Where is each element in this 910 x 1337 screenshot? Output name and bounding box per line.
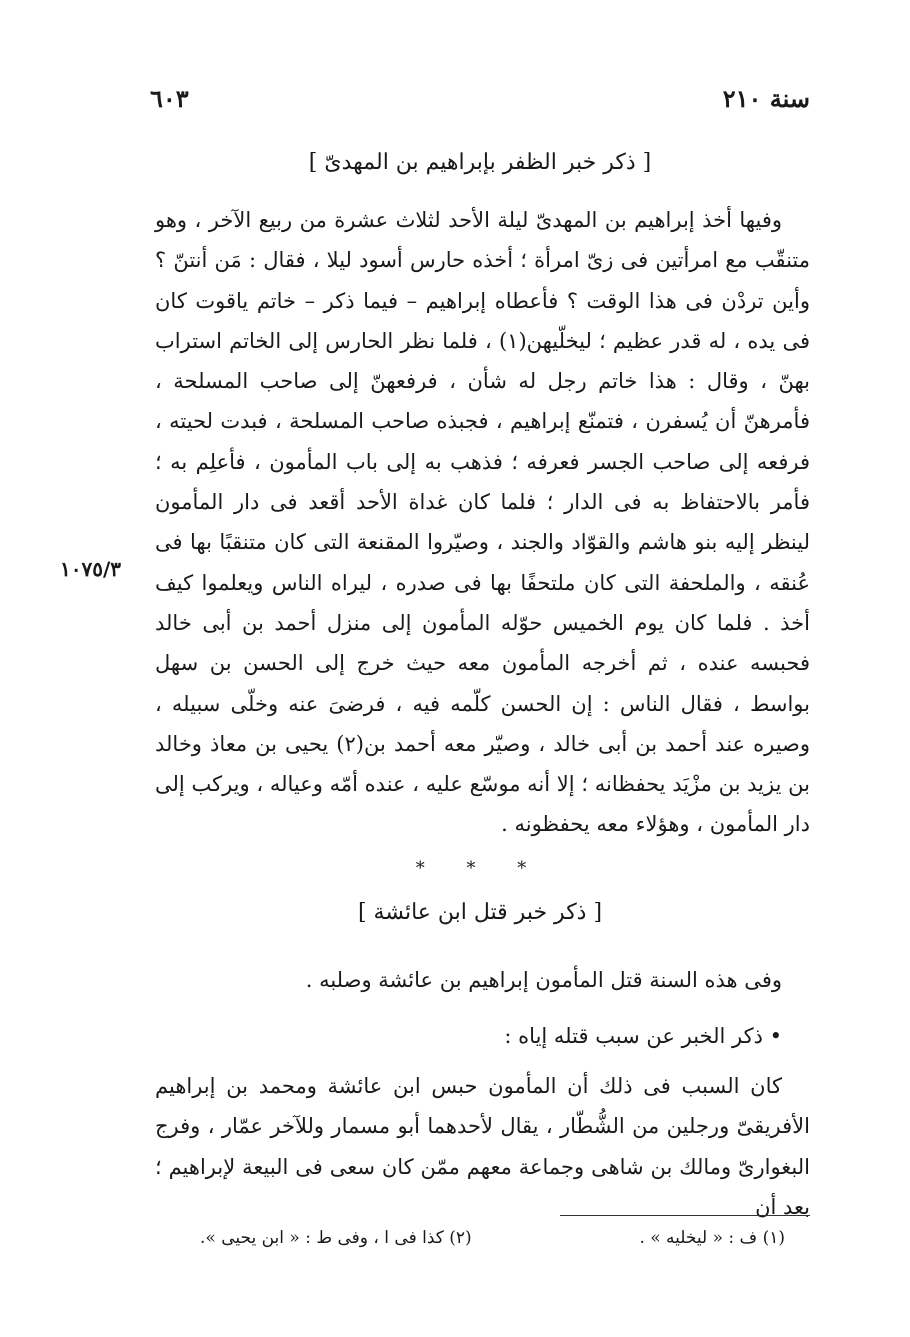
page-number: ٦٠٣ — [150, 84, 189, 113]
margin-reference-number: ١٠٧٥/٣ — [60, 557, 122, 581]
running-head — [150, 84, 810, 114]
section-heading-ibn-aisha: [ ذكر خبر قتل ابن عائشة ] — [357, 900, 603, 925]
section-heading-ibrahim: [ ذكر خبر الظفر بإبراهيم بن المهدىّ ] — [308, 150, 652, 175]
body-paragraph-ibrahim — [155, 200, 810, 845]
year-label: سنة ٢١٠ — [722, 84, 810, 113]
paragraph-text: وفيها أخذ إبراهيم بن المهدىّ ليلة الأحد لثلاث عشرة من ربيع الآخر ، وهو متنقّب مع امرأتين فى زىّ امرأة ؛ أخذه حارس أسود ليلا ، فقال : مَن أنتنّ ؟ وأين تردْن فى هذا الوقت ؟ فأعطاه إبراهيم – فيما ذكر – خاتم ياقوت كان فى يده ، له قدر عظيم ؛ ليخلّيهن(١) ، فلما نظر الحارس إلى الخاتم استراب بهنّ ، وقال : هذا خاتم رجل له شأن ، فرفعهنّ إلى صاحب المسلحة ، فأمرهنّ أن يُسفرن ، فتمنّع إبراهيم ، فجبذه صاحب المسلحة ، فبدت لحيته ، فرفعه إلى صاحب الجسر فعرفه ؛ فذهب به إلى باب المأمون ، فأعلِم به ؛ فأمر بالاحتفاظ به فى الدار ؛ فلما كان غداة الأحد أقعد فى دار المأمون لينظر إليه بنو هاشم والقوّاد والجند ، وصيّروا المقنعة التى كان متنقبًا بها فى عُنقه ، والملحفة التى كان ملتحفًا بها فى صدره ، ليراه الناس ويعلموا كيف أخذ . فلما كان يوم الخميس حوّله المأمون إلى منزل أحمد بن أبى خالد فحبسه عنده ، ثم أخرجه المأمون معه حيث خرج إلى الحسن بن سهل بواسط ، فقال الناس : إن الحسن كلّمه فيه ، فرضىَ عنه وخلّى سبيله ، وصيره عند أحمد بن أبى خالد ، وصيّر معه أحمد بن(٢) يحيى بن معاذ وخالد بن يزيد بن مزْيَد يحفظانه ؛ إلا أنه موسّع عليه ، عنده أمّه وعياله ، ويركب إلى دار المأمون ، وهؤلاء معه يحفظونه . — [155, 208, 810, 837]
bullet-text: • ذكر الخبر عن سبب قتله إياه : — [504, 1024, 782, 1048]
body-paragraph-ibn-aisha — [155, 1066, 810, 1227]
footnote-1: (١) ف : « ليخليه » . — [639, 1228, 785, 1248]
intro-text: وفى هذه السنة قتل المأمون إبراهيم بن عائشة وصلبه . — [305, 968, 782, 992]
bullet-subheading — [190, 1016, 810, 1056]
paragraph-text: كان السبب فى ذلك أن المأمون حبس ابن عائشة ومحمد بن إبراهيم الأفريقىّ ورجلين من الشُّطّار ، يقال لأحدهما أبو مسمار وللآخر عمّار ، وفرج البغوارىّ ومالك بن شاهى وجماعة معهم ممّن كان سعى فى البيعة لإبراهيم ؛ بعد أن — [155, 1074, 810, 1219]
intro-line — [190, 960, 810, 1000]
footnote-2: (٢) كذا فى ا ، وفى ط : « ابن يحيى ». — [200, 1228, 472, 1248]
footnote-divider — [560, 1215, 810, 1216]
section-divider-asterisks: * * * — [415, 858, 545, 879]
footnotes — [200, 1228, 785, 1254]
